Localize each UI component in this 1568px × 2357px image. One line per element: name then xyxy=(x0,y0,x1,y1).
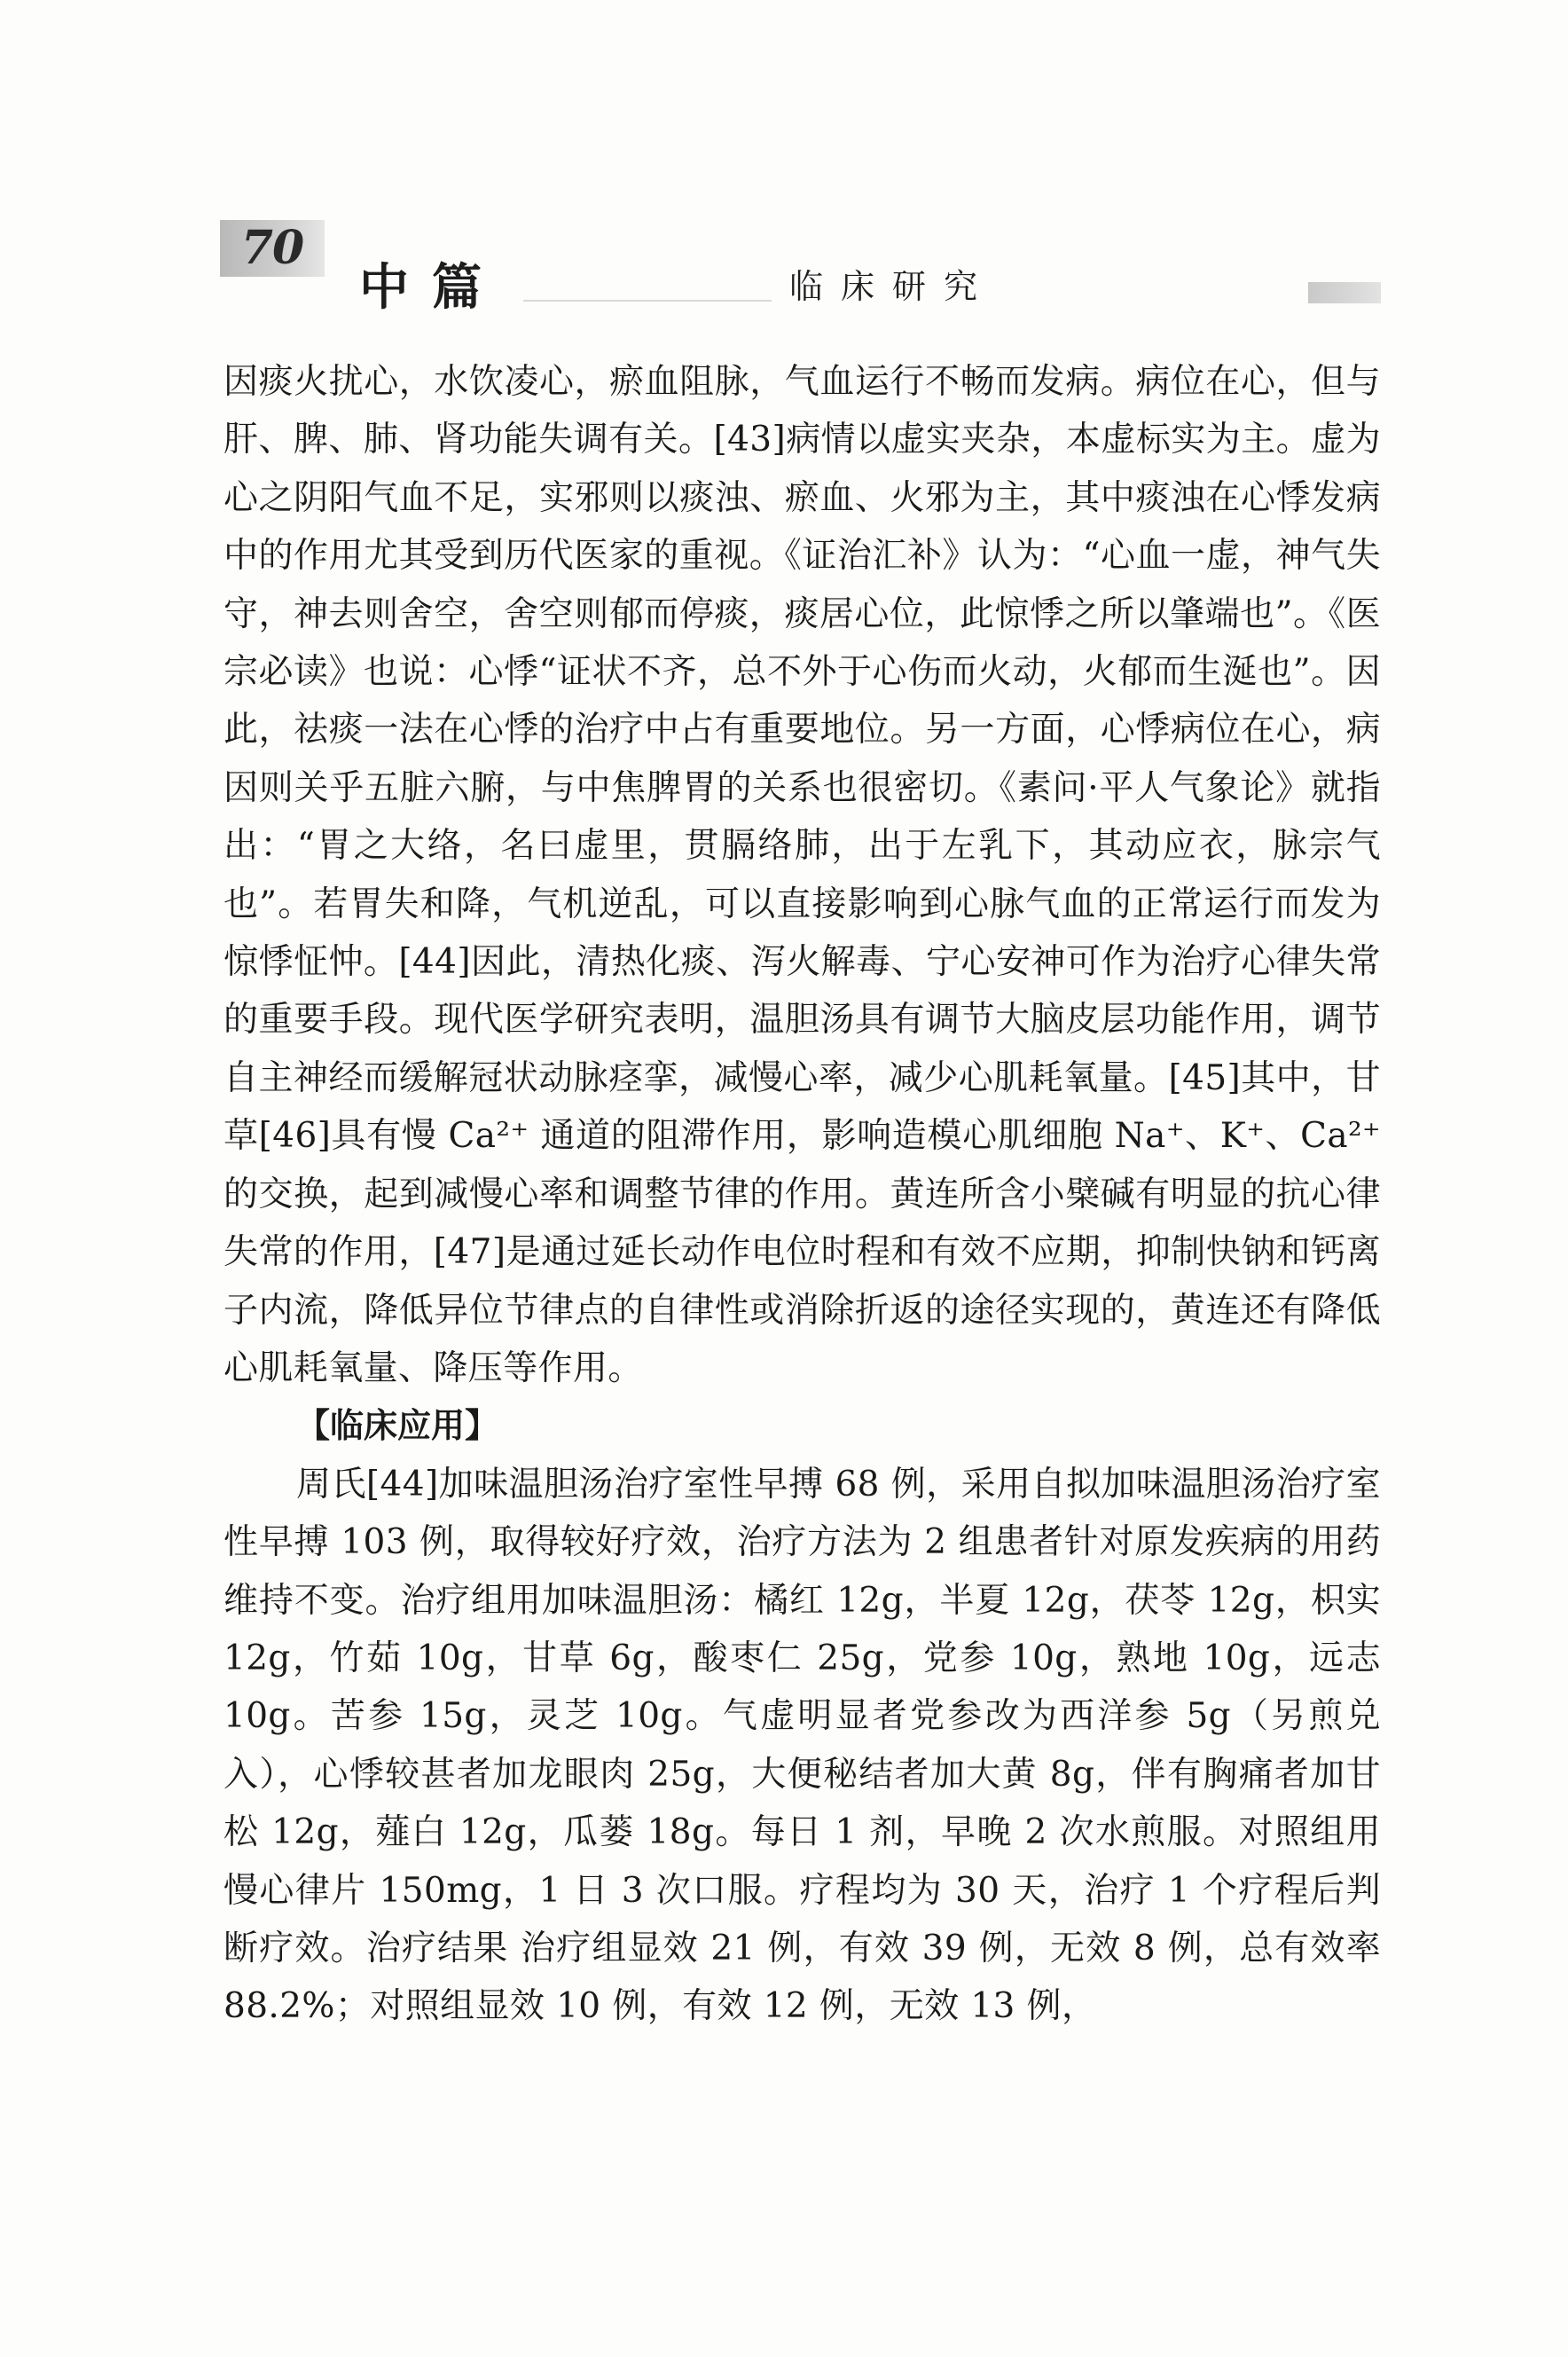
header-decoration xyxy=(1308,282,1381,303)
page-number: 70 xyxy=(220,220,325,277)
page-header xyxy=(0,0,1568,355)
body-paragraph-2: 周氏[44]加味温胆汤治疗室性早搏 68 例，采用自拟加味温胆汤治疗室性早搏 103 例，取得较好疗效，治疗方法为 2 组患者针对原发疾病的用药维持不变。治疗组用加味温胆汤：橘红 12g，半夏 12g，茯苓 12g，枳实 12g，竹茹 10g，甘草 6g，酸枣仁 25g，党参 10g，熟地 10g，远志 10g。苦参 15g，灵芝 10g。气虚明显者党参改为西洋参 5g（另煎兑入），心悸较甚者加龙眼肉 25g，大便秘结者加大黄 8g，伴有胸痛者加甘松 12g，薤白 12g，瓜蒌 18g。每日 1 剂，早晚 2 次水煎服。对照组用慢心律片 150mg，1 日 3 次口服。疗程均为 30 天，治疗 1 个疗程后判断疗效。治疗结果 治疗组显效 21 例，有效 39 例，无效 8 例，总有效率 88.2%；对照组显效 10 例，有效 12 例，无效 13 例， xyxy=(223,1464,1381,2027)
section-title: 中篇 xyxy=(359,259,505,317)
chapter-title: 临床研究 xyxy=(789,267,996,306)
page-body xyxy=(223,353,1381,2036)
body-paragraph-1: 因痰火扰心，水饮凌心，瘀血阻脉，气血运行不畅而发病。病位在心，但与肝、脾、肺、肾功能失调有关。[43]病情以虚实夹杂，本虚标实为主。虚为心之阴阳气血不足，实邪则以痰浊、瘀血、火邪为主，其中痰浊在心悸发病中的作用尤其受到历代医家的重视。《证治汇补》认为：“心血一虚，神气失守，神去则舍空，舍空则郁而停痰，痰居心位，此惊悸之所以肇端也”。《医宗必读》也说：心悸“证状不齐，总不外于心伤而火动，火郁而生涎也”。因此，祛痰一法在心悸的治疗中占有重要地位。另一方面，心悸病位在心，病因则关乎五脏六腑，与中焦脾胃的关系也很密切。《素问·平人气象论》就指出：“胃之大络，名曰虚里，贯膈络肺，出于左乳下，其动应衣，脉宗气也”。若胃失和降，气机逆乱，可以直接影响到心脉气血的正常运行而发为惊悸怔忡。[44]因此，清热化痰、泻火解毒、宁心安神可作为治疗心律失常的重要手段。现代医学研究表明，温胆汤具有调节大脑皮层功能作用，调节自主神经而缓解冠状动脉痉挛，减慢心率，减少心肌耗氧量。[45]其中，甘草[46]具有慢 Ca²⁺ 通道的阻滞作用，影响造模心肌细胞 Na⁺、K⁺、Ca²⁺ 的交换，起到减慢心率和调整节律的作用。黄连所含小檗碱有明显的抗心律失常的作用，[47]是通过延长动作电位时程和有效不应期，抑制快钠和钙离子内流，降低异位节律点的自律性或消除折返的途径实现的，黄连还有降低心肌耗氧量、降压等作用。 xyxy=(223,362,1381,1388)
header-divider xyxy=(523,300,772,302)
section-heading: 【临床应用】 xyxy=(296,1406,499,1446)
